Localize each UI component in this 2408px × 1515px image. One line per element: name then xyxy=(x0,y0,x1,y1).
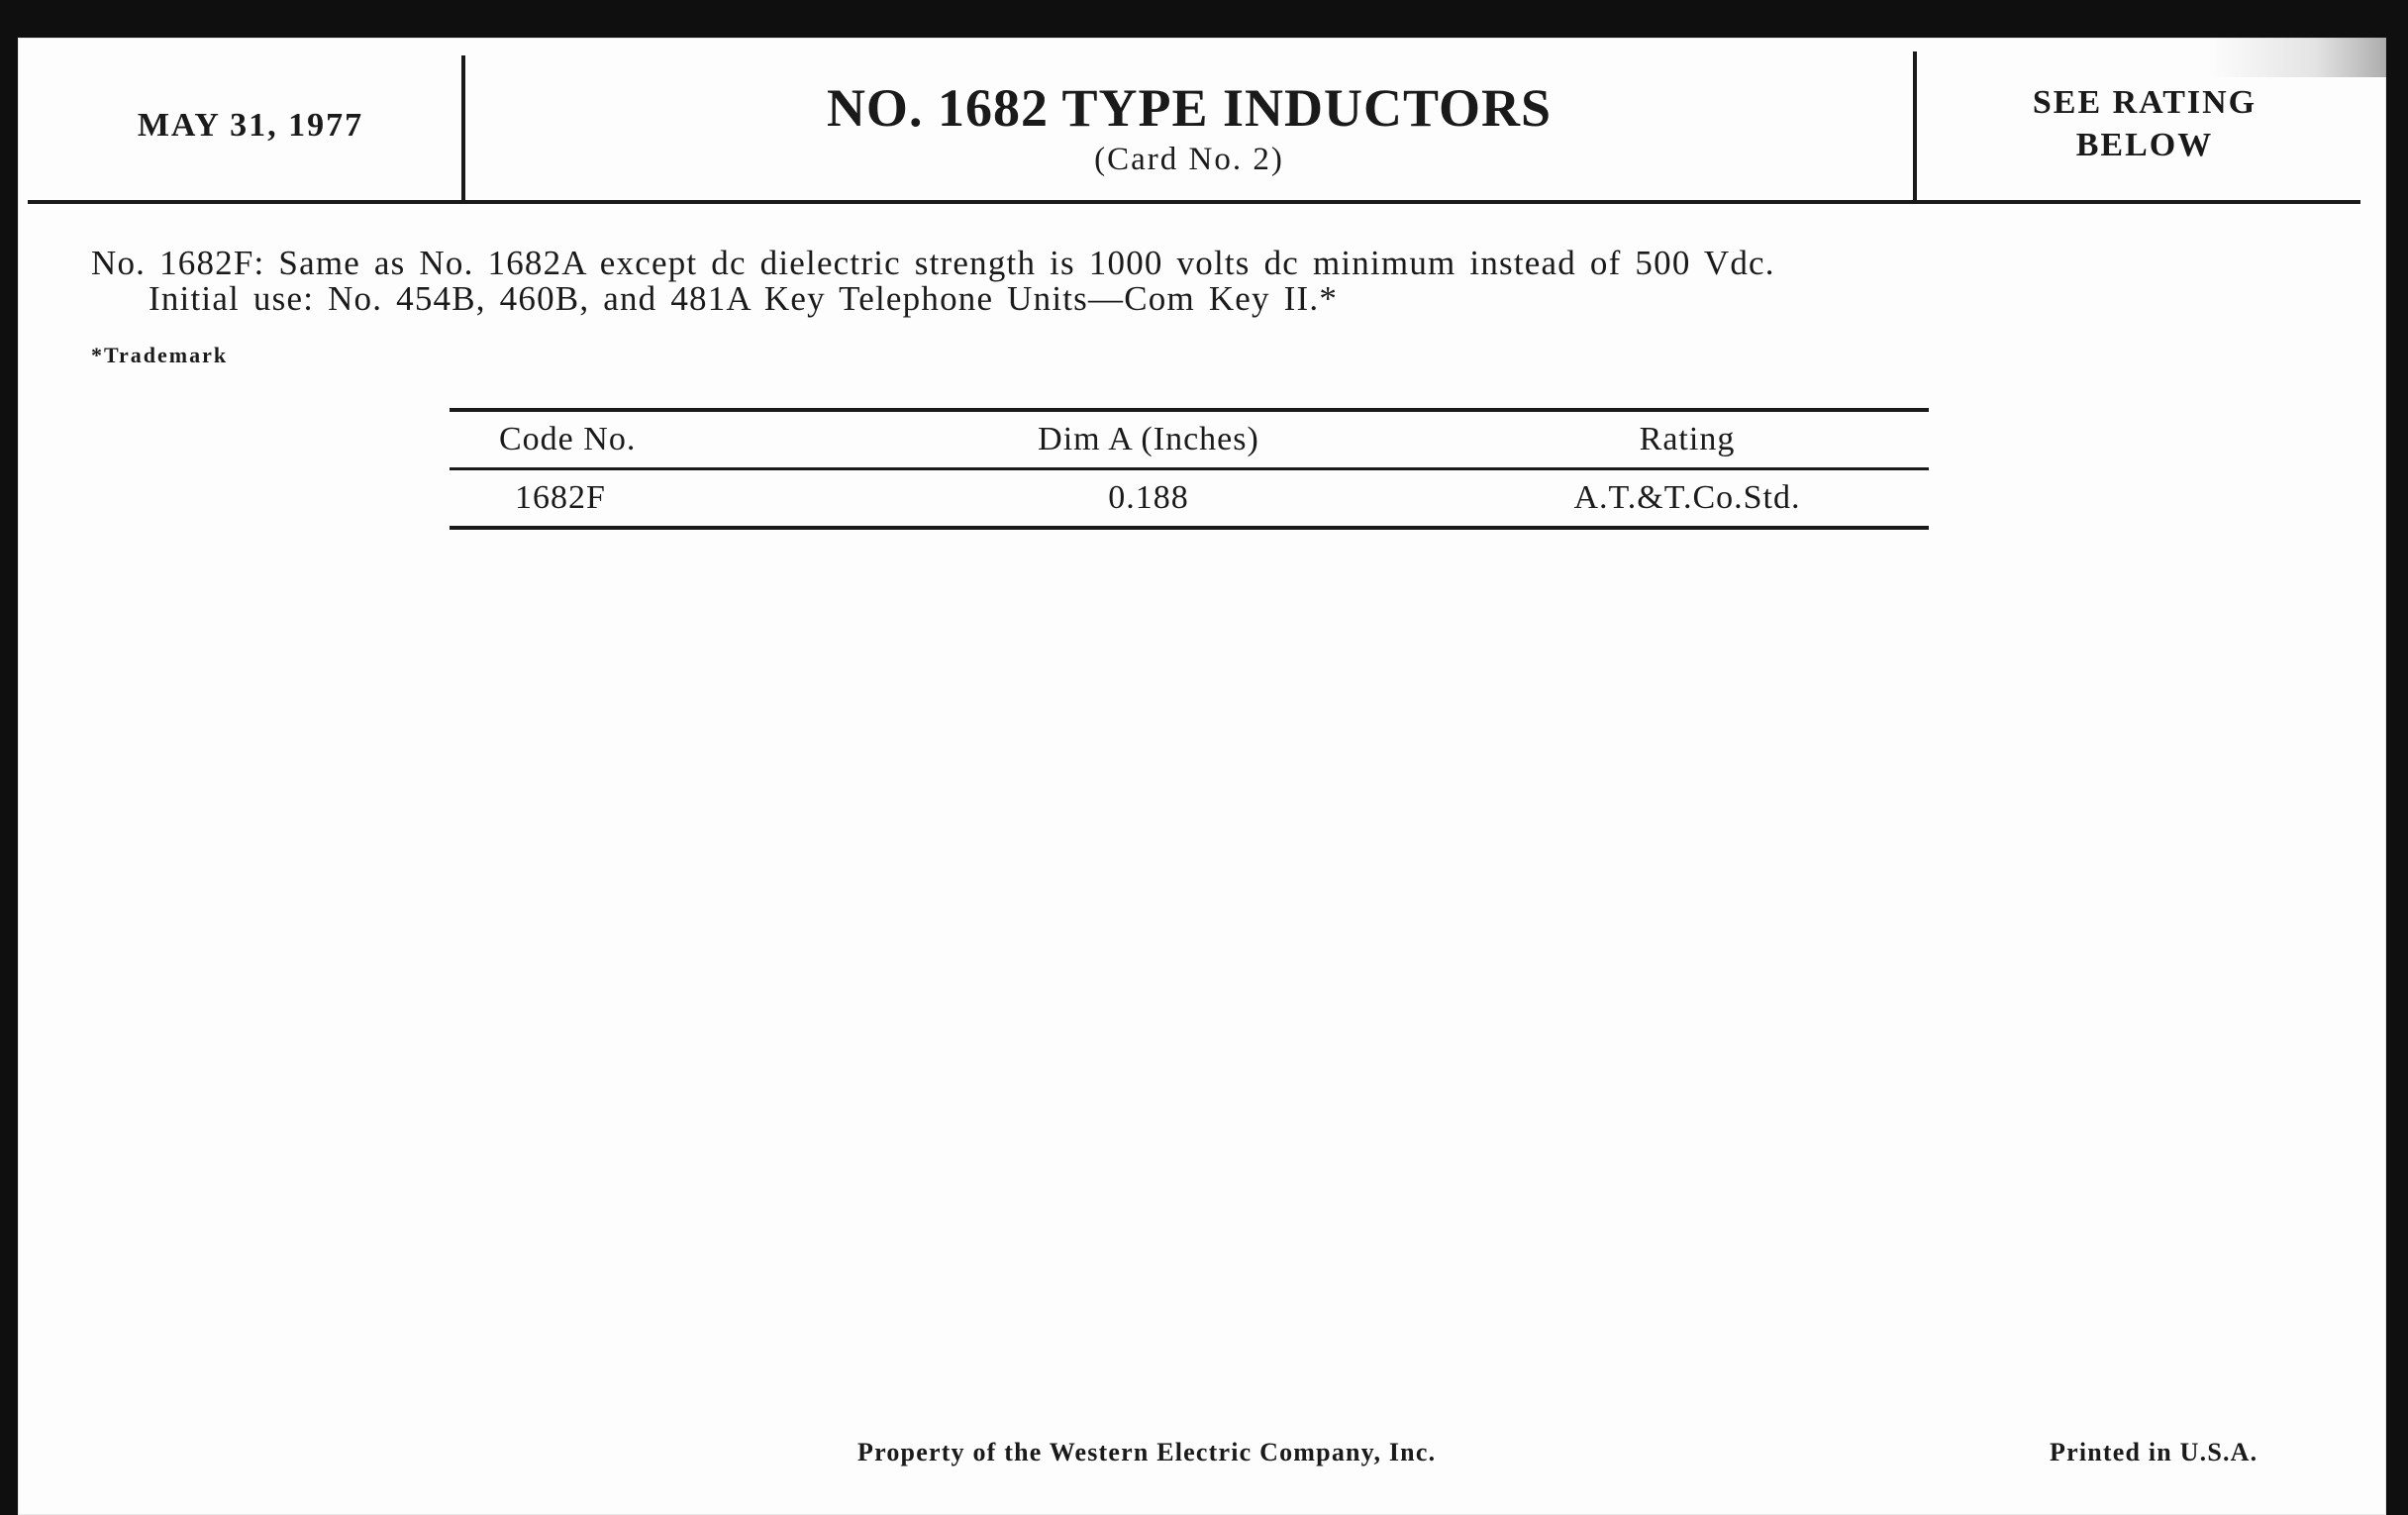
spec-table xyxy=(450,408,1929,530)
card-subtitle: (Card No. 2) xyxy=(1094,142,1284,177)
column-header-rating: Rating xyxy=(1639,421,1736,457)
printed-notice: Printed in U.S.A. xyxy=(2050,1438,2258,1466)
table-row xyxy=(450,469,1929,529)
cell-code: 1682F xyxy=(515,479,606,516)
rating-note-line2: BELOW xyxy=(2075,127,2214,163)
rating-note xyxy=(1917,81,2372,166)
column-header-code: Code No. xyxy=(499,421,637,457)
description-line2: Initial use: No. 454B, 460B, and 481A Key Telephone Units—Com Key II.* xyxy=(149,279,1339,318)
property-notice: Property of the Western Electric Company, Inc. xyxy=(857,1438,1437,1466)
scan-smudge xyxy=(2208,38,2386,77)
column-header-dim: Dim A (Inches) xyxy=(1038,421,1259,457)
description-line1: No. 1682F: Same as No. 1682A except dc dielectric strength is 1000 volts dc minimum instead of 500 Vdc. xyxy=(91,244,1775,282)
card-title: NO. 1682 TYPE INDUCTORS xyxy=(826,78,1553,138)
trademark-footnote: *Trademark xyxy=(91,343,229,367)
table-header-row xyxy=(450,410,1929,469)
cell-rating: A.T.&T.Co.Std. xyxy=(1573,479,1801,516)
cell-dim: 0.188 xyxy=(1108,479,1189,516)
rating-note-line1: SEE RATING xyxy=(2032,84,2258,121)
index-card xyxy=(18,38,2386,1515)
header-rule xyxy=(28,200,2360,204)
card-date: MAY 31, 1977 xyxy=(137,107,364,144)
description xyxy=(91,246,2071,317)
